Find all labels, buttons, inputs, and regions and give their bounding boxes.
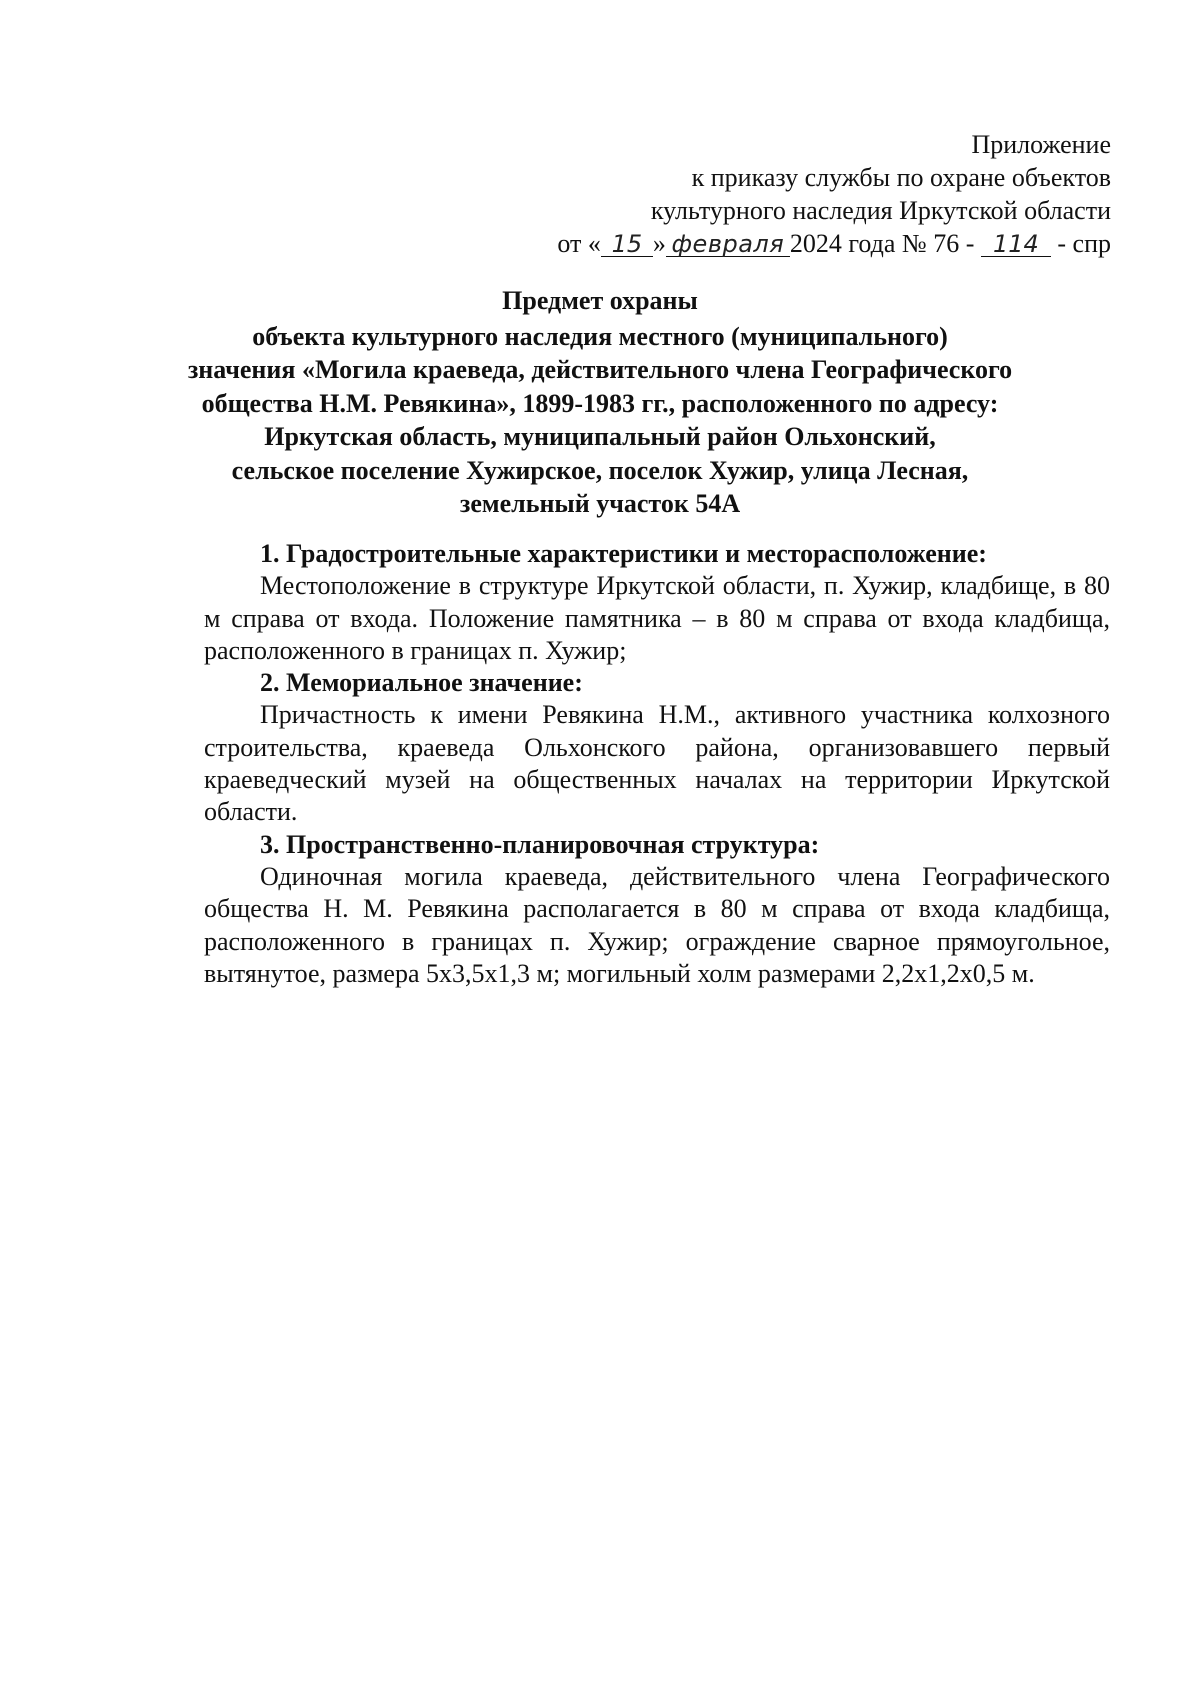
section-text-urban-planning: Местоположение в структуре Иркутской области, п. Хужир, кладбище, в 80 м справа от входа. Положение памятника – в 80 м справа от входа кладбища, расположенного в границах п. Хужир; — [204, 571, 1110, 665]
section-text-memorial: Причастность к имени Ревякина Н.М., активного участника колхозного строительства, краеведа Ольхонского района, организовавшего первый краеведческий музей на общественных началах на территории Иркутской области. — [204, 700, 1110, 827]
date-mid: » — [652, 229, 666, 258]
handwritten-order-number: 114 — [981, 232, 1051, 257]
section-heading-spatial-structure: 3. Пространственно-планировочная структура: — [260, 829, 820, 859]
title-line: объекта культурного наследия местного (муниципального) — [252, 321, 948, 351]
title-line: земельный участок 54А — [459, 489, 741, 518]
title-line: общества Н.М. Ревякина», 1899-1983 гг., расположенного по адресу: — [201, 388, 999, 418]
title-line: сельское поселение Хужирское, поселок Хужир, улица Лесная, — [231, 455, 969, 485]
date-prefix: от « — [557, 229, 601, 258]
appendix-label: Приложение — [971, 130, 1111, 159]
handwritten-month: февраля — [666, 232, 790, 257]
order-date-line — [557, 227, 1111, 260]
year-and-number-prefix: 2024 года № 76 - — [789, 229, 975, 258]
section-heading-urban-planning: 1. Градостроительные характеристики и месторасположение: — [260, 539, 987, 568]
title-main: Предмет охраны — [502, 286, 698, 315]
document-body — [204, 538, 1110, 990]
appendix-header — [557, 128, 1111, 260]
section-heading-memorial: 2. Мемориальное значение: — [260, 668, 583, 698]
section-text-spatial-structure: Одиночная могила краеведа, действительного члена Географического общества Н. М. Ревякина располагается в 80 м справа от входа кладбища, расположенного в границах п. Хужир; ограждение сварное прямоугольное, вытянутое, размера 5х3,5х1,3 м; могильный холм размерами 2,2х1,2х0,5 м. — [204, 861, 1110, 988]
document-title — [150, 284, 1050, 521]
issuing-authority-line: культурного наследия Иркутской области — [650, 196, 1111, 225]
order-suffix: - спр — [1057, 229, 1111, 258]
title-line: значения «Могила краеведа, действительного члена Географического — [187, 355, 1013, 384]
order-reference-line: к приказу службы по охране объектов — [691, 163, 1111, 192]
handwritten-day: 15 — [601, 232, 653, 257]
title-line: Иркутская область, муниципальный район Ольхонский, — [264, 422, 936, 451]
